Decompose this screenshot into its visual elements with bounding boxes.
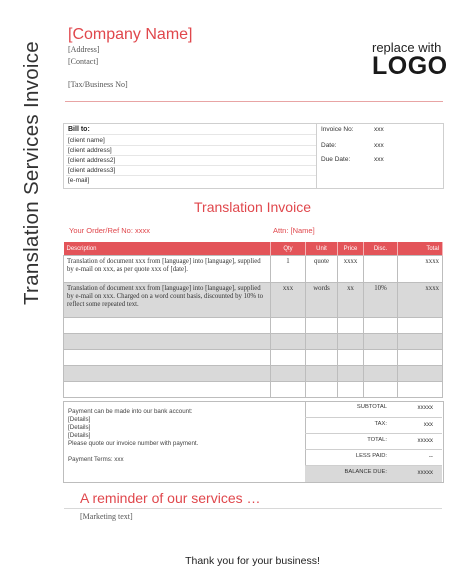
col-header-disc: Disc. — [364, 242, 398, 256]
payment-details: [Details] — [68, 432, 91, 439]
logo-placeholder: LOGO — [372, 52, 448, 80]
cell-total — [398, 350, 443, 366]
cell-unit — [306, 318, 338, 334]
bill-line-divider — [66, 145, 316, 146]
cell-total — [398, 382, 443, 398]
invoice-no-value: xxx — [374, 126, 384, 133]
cell-disc — [364, 318, 398, 334]
cell-disc: 10% — [364, 283, 398, 318]
cell-disc — [364, 350, 398, 366]
date-value: xxx — [374, 142, 384, 149]
cell-description — [64, 366, 271, 382]
thank-you-note: Thank you for your business! — [185, 555, 320, 567]
cell-description — [64, 350, 271, 366]
cell-qty — [271, 382, 306, 398]
client-name: [client name] — [68, 137, 105, 144]
table-row — [64, 318, 443, 334]
total-value: xxxxx — [417, 437, 433, 444]
cell-unit: words — [306, 283, 338, 318]
company-address: [Address] — [68, 45, 100, 54]
payment-terms: Payment Terms: xxx — [68, 456, 124, 463]
cell-qty: 1 — [271, 256, 306, 283]
table-row — [64, 350, 443, 366]
table-row — [64, 382, 443, 398]
cell-price — [338, 318, 364, 334]
client-email: [e-mail] — [68, 177, 90, 184]
cell-total: xxxx — [398, 283, 443, 318]
side-title — [19, 37, 45, 309]
cell-qty — [271, 350, 306, 366]
cell-unit: quote — [306, 256, 338, 283]
col-header-total: Total — [398, 242, 443, 256]
cell-total — [398, 366, 443, 382]
company-contact: [Contact] — [68, 57, 99, 66]
cell-price — [338, 382, 364, 398]
date-label: Date: — [321, 142, 337, 149]
cell-qty — [271, 366, 306, 382]
cell-qty — [271, 318, 306, 334]
col-header-description: Description — [64, 242, 271, 256]
marketing-text: [Marketing text] — [80, 512, 133, 521]
cell-price: xx — [338, 283, 364, 318]
balance-due-row — [305, 465, 442, 482]
subtotal-label: SUBTOTAL — [356, 404, 387, 410]
client-address: [client address] — [68, 147, 112, 154]
cell-description: Translation of document xxx from [language] into [language], supplied by e-mail on xxx, as per quote xxx of [date]. — [64, 256, 271, 283]
bill-line-divider — [66, 165, 316, 166]
cell-qty: xxx — [271, 283, 306, 318]
cell-unit — [306, 366, 338, 382]
due-date-value: xxx — [374, 156, 384, 163]
table-row — [64, 366, 443, 382]
table-row — [64, 283, 443, 318]
attention: Attn: [Name] — [273, 226, 315, 235]
col-header-unit: Unit — [306, 242, 338, 256]
billing-box — [63, 123, 444, 189]
less-paid-label: LESS PAID: — [355, 453, 387, 459]
cell-price — [338, 350, 364, 366]
logo-caption: replace with — [372, 40, 442, 55]
client-address2: [client address2] — [68, 157, 116, 164]
side-title-text: Translation Services Invoice — [20, 41, 43, 305]
payment-details: [Details] — [68, 424, 91, 431]
subtotal-row — [305, 401, 442, 417]
tax-label: TAX: — [374, 421, 387, 427]
bill-to-title: Bill to: — [68, 126, 90, 133]
payment-details: [Details] — [68, 416, 91, 423]
reminder-divider — [64, 508, 442, 509]
cell-description — [64, 318, 271, 334]
bill-line-divider — [66, 175, 316, 176]
cell-unit — [306, 382, 338, 398]
cell-description — [64, 334, 271, 350]
payment-reference-note: Please quote our invoice number with payment. — [68, 440, 199, 447]
cell-disc — [364, 366, 398, 382]
balance-due-label: BALANCE DUE: — [344, 469, 387, 475]
due-date-label: Due Date: — [321, 156, 351, 163]
billing-box-divider — [316, 124, 317, 188]
tax-row — [305, 417, 442, 434]
bill-line-divider — [66, 134, 316, 135]
tax-value: xxx — [423, 421, 433, 428]
payment-instructions: Payment can be made into our bank account: — [68, 408, 193, 415]
items-table — [63, 242, 443, 398]
cell-disc — [364, 334, 398, 350]
col-header-qty: Qty — [271, 242, 306, 256]
cell-price — [338, 334, 364, 350]
balance-due-value: xxxxx — [417, 469, 433, 476]
cell-description — [64, 382, 271, 398]
cell-total — [398, 318, 443, 334]
cell-qty — [271, 334, 306, 350]
less-paid-value: -- — [428, 453, 433, 460]
client-address3: [client address3] — [68, 167, 116, 174]
cell-price: xxxx — [338, 256, 364, 283]
table-row — [64, 334, 443, 350]
cell-unit — [306, 350, 338, 366]
total-label: TOTAL: — [367, 437, 387, 443]
cell-total: xxxx — [398, 256, 443, 283]
bill-line-divider — [66, 155, 316, 156]
cell-disc — [364, 382, 398, 398]
cell-unit — [306, 334, 338, 350]
invoice-title: Translation Invoice — [194, 199, 311, 215]
cell-description: Translation of document xxx from [language] into [language], supplied by e-mail on xxx. Charged on a word count basis, discounted by 10% to reflect some repeated text. — [64, 283, 271, 318]
reminder-title: A reminder of our services … — [80, 490, 261, 506]
subtotal-value: xxxxx — [417, 404, 433, 411]
header-divider — [65, 101, 443, 102]
table-header-row — [64, 242, 443, 256]
invoice-no-label: Invoice No: — [321, 126, 354, 133]
cell-disc — [364, 256, 398, 283]
cell-total — [398, 334, 443, 350]
company-name: [Company Name] — [68, 26, 193, 43]
company-tax-number: [Tax/Business No] — [68, 80, 128, 89]
less-paid-row — [305, 449, 442, 466]
total-row — [305, 433, 442, 450]
col-header-price: Price — [338, 242, 364, 256]
order-ref: Your Order/Ref No: xxxx — [69, 226, 151, 235]
table-row — [64, 256, 443, 283]
cell-price — [338, 366, 364, 382]
